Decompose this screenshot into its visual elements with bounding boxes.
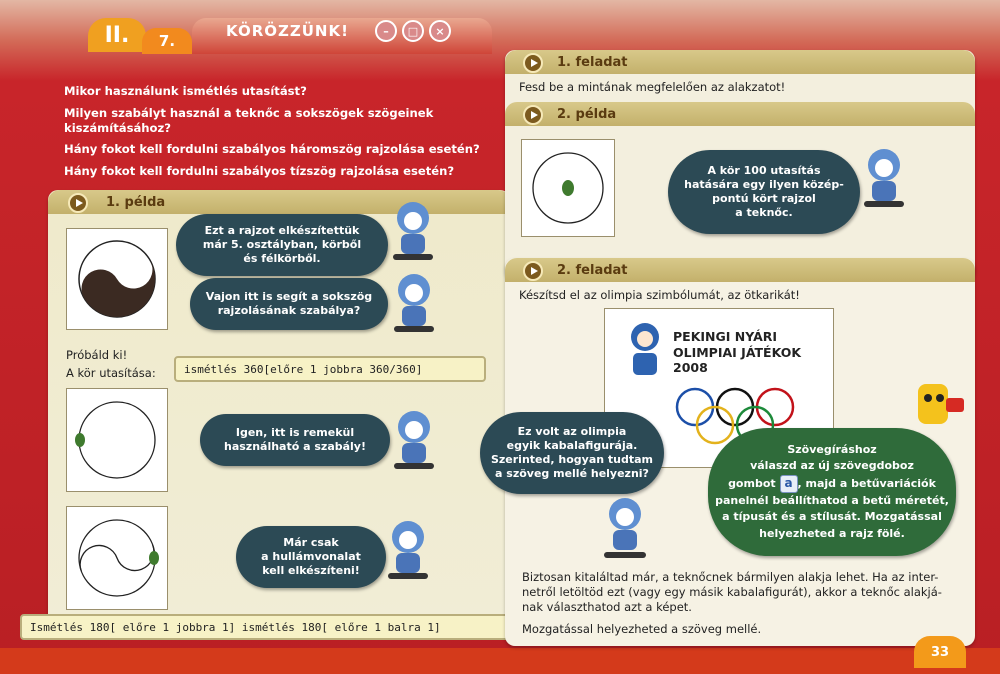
mascot-icon xyxy=(385,196,440,266)
yin-yang-drawing xyxy=(67,229,167,329)
text-box-button[interactable]: a xyxy=(780,475,798,493)
try-label: Próbáld ki! xyxy=(66,348,128,362)
task1-text: Fesd be a mintának megfelelően az alakzatot! xyxy=(519,80,786,94)
ring-red xyxy=(757,389,793,425)
wave-drawing xyxy=(67,507,167,609)
wave-figure xyxy=(66,506,168,610)
para2: Mozgatással helyezheted a szöveg mellé. xyxy=(522,622,762,636)
example2-bubble-line4: a teknőc. xyxy=(735,206,793,219)
question-2-cont: kiszámításához? xyxy=(64,121,171,135)
yin-yang-figure xyxy=(66,228,168,330)
circle-code: ismétlés 360[előre 1 jobbra 360/360] xyxy=(174,356,486,382)
task2-header xyxy=(505,258,975,282)
para1-line2: netről letöltöd ezt (vagy egy másik kabalafigurát), akkor a teknőc alakjá- xyxy=(522,585,942,599)
bubble2-line2: rajzolásának szabálya? xyxy=(217,304,361,317)
maximize-icon[interactable]: □ xyxy=(402,20,424,42)
ring-yellow xyxy=(697,407,733,443)
mascot-icon xyxy=(856,143,911,213)
example1-heading: 1. példa xyxy=(106,195,166,210)
turtle-circle-figure xyxy=(521,139,615,237)
question-2: Milyen szabályt használ a teknőc a sokszögek szögeinek xyxy=(64,106,434,120)
tip-line3 xyxy=(715,475,949,493)
tip-line1: Szövegíráshoz xyxy=(787,442,877,456)
speech-bubble-4 xyxy=(236,526,386,588)
question-1: Mikor használunk ismétlés utasítást? xyxy=(64,84,307,98)
tip-line5: a típusát és a stílusát. Mozgatással xyxy=(722,510,942,524)
minimize-icon[interactable]: – xyxy=(375,20,397,42)
example1-header xyxy=(48,190,510,214)
para1-line1: Biztosan kitaláltad már, a teknőcnek bármilyen alakja lehet. Ha az inter- xyxy=(522,570,939,584)
ring-blue xyxy=(677,389,713,425)
bubble4-line3: kell elkészíteni! xyxy=(262,564,360,577)
para1-line3: nak választhatod azt a képet. xyxy=(522,600,692,614)
mascot-bubble-line2: egyik kabalafigurája. xyxy=(506,439,638,452)
speech-bubble-mascot xyxy=(480,412,664,494)
example2-bubble-line1: A kör 100 utasítás xyxy=(707,164,821,177)
circle-figure xyxy=(66,388,168,492)
question-3: Hány fokot kell fordulni szabályos háromszög rajzolása esetén? xyxy=(64,142,480,156)
tip-line6: helyezheted a rajz fölé. xyxy=(759,526,905,540)
task1-heading: 1. feladat xyxy=(557,55,628,70)
example2-heading: 2. példa xyxy=(557,107,617,122)
tip-bubble xyxy=(708,428,956,556)
bubble2-line1: Vajon itt is segít a sokszög xyxy=(205,290,373,303)
play-icon[interactable] xyxy=(523,53,543,73)
mascot-icon xyxy=(623,317,667,387)
mascot-icon xyxy=(380,515,435,585)
task2-text: Készítsd el az olimpia szimbólumát, az ötkarikát! xyxy=(519,288,800,302)
mascot-icon xyxy=(386,268,441,338)
bubble3-line1: Igen, itt is remekül xyxy=(235,426,355,439)
task2-heading: 2. feladat xyxy=(557,263,628,278)
play-icon[interactable] xyxy=(523,105,543,125)
close-icon[interactable]: × xyxy=(429,20,451,42)
tip-line4: panelnél beállíthatod a betű méretét, xyxy=(715,493,949,507)
circle-label: A kör utasítása: xyxy=(66,366,156,380)
speech-bubble-example2 xyxy=(668,150,860,234)
tip-line3-pre: gombot xyxy=(728,476,776,490)
bubble1-line1: Ezt a rajzot elkészítettük xyxy=(204,224,360,237)
mascot-bubble-line1: Ez volt az olimpia xyxy=(517,425,627,438)
poster-title-line2: OLIMPIAI JÁTÉKOK 2008 xyxy=(673,345,802,375)
example2-header xyxy=(505,102,975,126)
mascot-icon xyxy=(596,492,654,564)
tip-line2: válaszd az új szövegdoboz xyxy=(750,459,914,473)
lesson-title: KÖRÖZZÜNK! xyxy=(226,22,349,40)
task1-header xyxy=(505,50,975,74)
bubble4-line1: Már csak xyxy=(283,536,339,549)
question-4: Hány fokot kell fordulni szabályos tízszög rajzolása esetén? xyxy=(64,164,455,178)
bubble1-line2: már 5. osztályban, körből xyxy=(202,238,362,251)
play-icon[interactable] xyxy=(68,193,88,213)
bubble4-line2: a hullámvonalat xyxy=(261,550,361,563)
ring-black xyxy=(717,389,753,425)
mascot-icon xyxy=(386,405,441,475)
lesson-tab: 7. xyxy=(142,28,192,54)
play-icon[interactable] xyxy=(523,261,543,281)
speech-bubble-2 xyxy=(190,278,388,330)
bubble1-line3: és félkörből. xyxy=(243,252,321,265)
wave-code: Ismétlés 180[ előre 1 jobbra 1] ismétlés 180[ előre 1 balra 1] xyxy=(20,614,522,640)
speech-bubble-1 xyxy=(176,214,388,276)
bubble3-line2: használható a szabály! xyxy=(223,440,366,453)
mascot-bubble-line3: Szerinted, hogyan tudtam xyxy=(490,453,654,466)
bottom-bar xyxy=(0,648,1000,674)
speech-bubble-3 xyxy=(200,414,390,466)
mascot-bubble-line4: a szöveg mellé helyezni? xyxy=(495,467,649,480)
pencil-mascot-icon xyxy=(900,378,970,434)
example2-bubble-line3: pontú kört rajzol xyxy=(712,192,816,205)
example2-bubble-line2: hatására egy ilyen közép- xyxy=(684,178,844,191)
chapter-tab: II. xyxy=(88,18,146,52)
turtle-circle-drawing xyxy=(522,140,614,236)
circle-drawing xyxy=(67,389,167,491)
tip-line3-post: , majd a betűvariációk xyxy=(797,476,936,490)
poster-title-line1: PEKINGI NYÁRI xyxy=(673,329,778,344)
page-number: 33 xyxy=(914,636,966,668)
